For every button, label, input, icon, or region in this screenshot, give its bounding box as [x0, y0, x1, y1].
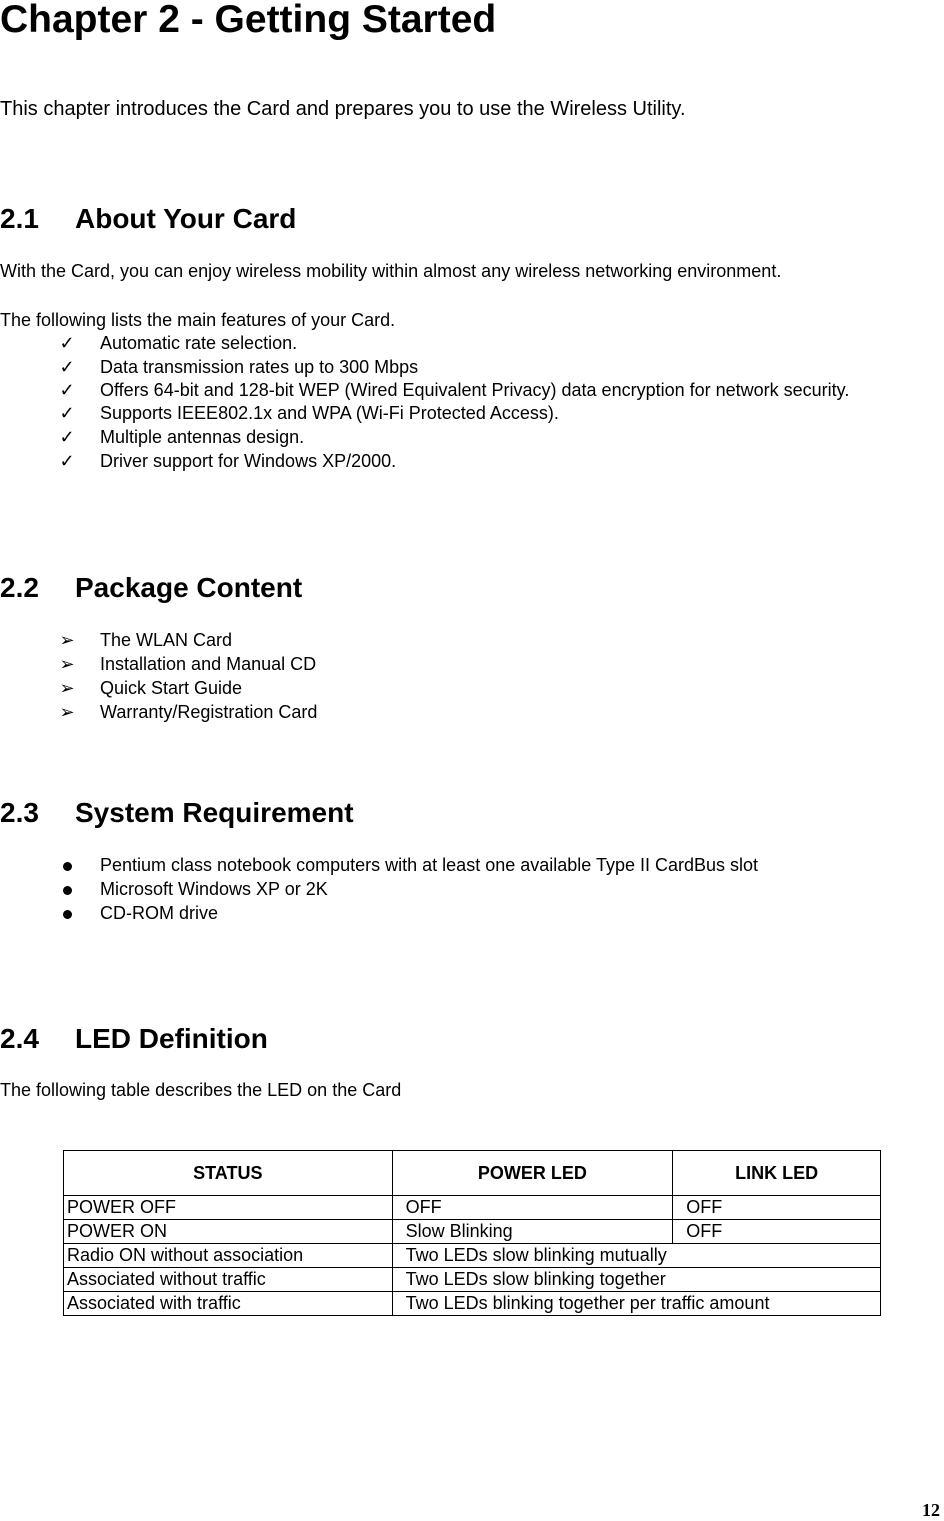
list-item: [0, 676, 900, 700]
checkmark-icon: ✓: [59, 427, 75, 447]
feature-list: [0, 331, 900, 473]
bullet-dot-icon: [52, 853, 82, 877]
checkmark-icon: ✓: [59, 333, 75, 353]
feature-text: Driver support for Windows XP/2000.: [100, 451, 397, 471]
led-paragraph: The following table describes the LED on the Card: [0, 1080, 402, 1100]
table-cell: Radio ON without association: [64, 1244, 393, 1268]
list-item: [0, 401, 900, 425]
table-cell: OFF: [673, 1196, 881, 1220]
feature-text: Supports IEEE802.1x and WPA (Wi-Fi Protected Access).: [100, 403, 559, 423]
led-table: [63, 1150, 881, 1316]
list-item: [0, 449, 900, 473]
table-cell: POWER ON: [64, 1220, 393, 1244]
list-item: [0, 901, 900, 925]
arrow-bullet-icon: ➢: [59, 702, 75, 722]
table-row: [64, 1196, 881, 1220]
table-cell: Two LEDs slow blinking mutually: [392, 1244, 880, 1268]
package-list: [0, 628, 900, 724]
section-title: System Requirement: [75, 797, 354, 828]
table-cell: OFF: [392, 1196, 673, 1220]
table-cell: Associated without traffic: [64, 1268, 393, 1292]
checkmark-icon: ✓: [59, 357, 75, 377]
table-header-row: [64, 1151, 881, 1196]
section-number: 2.4: [0, 1023, 39, 1054]
column-header-power-led: POWER LED: [392, 1151, 673, 1196]
requirement-list: [0, 853, 900, 925]
package-item-text: Installation and Manual CD: [100, 654, 317, 674]
section-number: 2.3: [0, 797, 39, 828]
feature-text: Offers 64-bit and 128-bit WEP (Wired Equivalent Privacy) data encryption for network security.: [100, 380, 850, 400]
table-row: [64, 1268, 881, 1292]
package-item-text: Quick Start Guide: [100, 678, 243, 698]
table-row: [64, 1220, 881, 1244]
list-item: [0, 853, 900, 877]
section-title: About Your Card: [75, 203, 297, 234]
feature-text: Multiple antennas design.: [100, 427, 305, 447]
package-item-text: The WLAN Card: [100, 630, 233, 650]
list-item: [0, 628, 900, 652]
bullet-dot-icon: [52, 877, 82, 901]
column-header-link-led: LINK LED: [673, 1151, 881, 1196]
chapter-title: Chapter 2 - Getting Started: [0, 0, 497, 41]
table-cell: Two LEDs slow blinking together: [392, 1268, 880, 1292]
table-row: [64, 1244, 881, 1268]
arrow-bullet-icon: ➢: [59, 630, 75, 650]
table-row: [64, 1292, 881, 1316]
chapter-intro: This chapter introduces the Card and prepares you to use the Wireless Utility.: [0, 98, 686, 120]
section-heading-system: [0, 797, 354, 829]
checkmark-icon: ✓: [59, 380, 75, 400]
requirement-text: Microsoft Windows XP or 2K: [100, 879, 328, 899]
list-item: [0, 355, 900, 379]
requirement-text: Pentium class notebook computers with at least one available Type II CardBus slot: [100, 855, 759, 875]
section-number: 2.1: [0, 203, 39, 234]
section-heading-led: [0, 1023, 268, 1055]
section-heading-about: [0, 203, 296, 235]
section-title: LED Definition: [75, 1023, 268, 1054]
column-header-status: STATUS: [64, 1151, 393, 1196]
list-item: [0, 425, 900, 449]
list-item: [0, 379, 890, 401]
list-item: [0, 652, 900, 676]
section-heading-package: [0, 572, 302, 604]
arrow-bullet-icon: ➢: [59, 654, 75, 674]
bullet-dot-icon: [52, 901, 82, 925]
table-cell: POWER OFF: [64, 1196, 393, 1220]
table-cell: Associated with traffic: [64, 1292, 393, 1316]
requirement-text: CD-ROM drive: [100, 903, 219, 923]
section-number: 2.2: [0, 572, 39, 603]
table-cell: Slow Blinking: [392, 1220, 673, 1244]
arrow-bullet-icon: ➢: [59, 678, 75, 698]
about-paragraph: With the Card, you can enjoy wireless mobility within almost any wireless networking environment.: [0, 261, 782, 281]
checkmark-icon: ✓: [59, 403, 75, 423]
list-item: [0, 700, 900, 724]
table-cell: Two LEDs blinking together per traffic amount: [392, 1292, 880, 1316]
list-item: [0, 331, 900, 355]
package-item-text: Warranty/Registration Card: [100, 702, 318, 722]
feature-text: Data transmission rates up to 300 Mbps: [100, 357, 419, 377]
page-number: 12: [922, 1500, 940, 1520]
feature-text: Automatic rate selection.: [100, 333, 298, 353]
list-item: [0, 877, 900, 901]
section-title: Package Content: [75, 572, 303, 603]
checkmark-icon: ✓: [59, 451, 75, 471]
table-cell: OFF: [673, 1220, 881, 1244]
features-intro: The following lists the main features of your Card.: [0, 310, 396, 330]
